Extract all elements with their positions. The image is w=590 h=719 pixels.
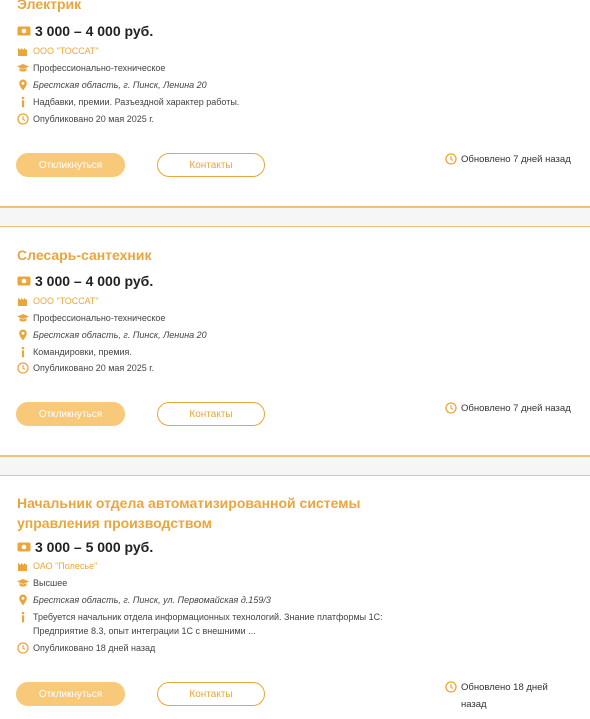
salary: [17, 272, 153, 290]
apply-button[interactable]: Откликнуться: [16, 682, 125, 706]
graduation-cap-icon: [17, 577, 29, 589]
apply-button[interactable]: Откликнуться: [16, 402, 125, 426]
clock-icon: [17, 362, 29, 374]
money-icon: [17, 542, 31, 552]
vacancy-card: [0, 0, 590, 205]
address-text: Брестская область, г. Пинск, Ленина 20: [33, 80, 207, 90]
address-row: [17, 593, 437, 607]
address-row: [17, 78, 437, 92]
address-row: [17, 328, 437, 342]
clock-icon: [445, 402, 457, 414]
contacts-button[interactable]: Контакты: [157, 682, 265, 706]
clock-icon: [445, 153, 457, 165]
salary-value: 3 000 – 4 000 руб.: [35, 273, 154, 289]
updated-text: Обновлено 7 дней назад: [461, 403, 571, 414]
address-text: Брестская область, г. Пинск, Ленина 20: [33, 330, 207, 340]
education-text: Высшее: [33, 578, 68, 588]
info-row: [17, 610, 417, 638]
vacancy-title[interactable]: Электрик: [17, 0, 82, 12]
info-text: Требуется начальник отдела информационных технологий. Знание платформы 1С: Предприятие 8.3, опыт интеграции 1С с внешними ...: [33, 612, 383, 636]
graduation-cap-icon: [17, 312, 29, 324]
vacancy-card: [0, 227, 590, 455]
published-text: Опубликовано 18 дней назад: [33, 643, 156, 653]
vacancy-title[interactable]: Начальник отдела автоматизированной системы управления производством: [17, 495, 361, 531]
info-icon: [17, 96, 29, 108]
clock-icon: [17, 642, 29, 654]
education-text: Профессионально-техническое: [33, 313, 166, 323]
info-icon: [17, 611, 29, 623]
education-text: Профессионально-техническое: [33, 63, 166, 73]
vacancy-card: [0, 476, 590, 719]
money-icon: [17, 26, 31, 36]
education-row: [17, 576, 437, 590]
clock-icon: [17, 113, 29, 125]
info-text: Надбавки, премии. Разъездной характер работы.: [33, 97, 240, 107]
published-row: [17, 112, 437, 126]
apply-button[interactable]: Откликнуться: [16, 153, 125, 177]
info-icon: [17, 346, 29, 358]
location-pin-icon: [17, 329, 29, 341]
published-row: [17, 641, 437, 655]
salary: [17, 538, 153, 556]
updated-info: [445, 400, 575, 417]
card-gap: [0, 208, 590, 226]
company-row: [17, 294, 437, 308]
education-row: [17, 61, 437, 75]
salary-value: 3 000 – 4 000 руб.: [35, 23, 154, 39]
published-row: [17, 361, 437, 375]
education-row: [17, 311, 437, 325]
clock-icon: [445, 681, 457, 693]
location-pin-icon: [17, 79, 29, 91]
info-row: [17, 345, 437, 359]
company-link[interactable]: ОАО "Полесье": [33, 561, 98, 571]
info-row: [17, 95, 437, 109]
salary-value: 3 000 – 5 000 руб.: [35, 539, 154, 555]
company-row: [17, 44, 437, 58]
updated-info: [445, 679, 565, 713]
info-text: Командировки, премия.: [33, 347, 132, 357]
vacancy-title[interactable]: Слесарь-сантехник: [17, 247, 152, 263]
contacts-button[interactable]: Контакты: [157, 402, 265, 426]
location-pin-icon: [17, 594, 29, 606]
salary: [17, 22, 153, 40]
company-link[interactable]: ООО "ТОССАТ": [33, 296, 99, 306]
company-link[interactable]: ООО "ТОССАТ": [33, 46, 99, 56]
updated-text: Обновлено 7 дней назад: [461, 154, 571, 165]
money-icon: [17, 276, 31, 286]
contacts-button[interactable]: Контакты: [157, 153, 265, 177]
factory-icon: [17, 295, 29, 307]
factory-icon: [17, 45, 29, 57]
factory-icon: [17, 560, 29, 572]
company-row: [17, 559, 437, 573]
updated-info: [445, 151, 575, 168]
address-text: Брестская область, г. Пинск, ул. Первомайская д.159/3: [33, 595, 271, 605]
updated-text: Обновлено 18 дней назад: [461, 682, 548, 710]
graduation-cap-icon: [17, 62, 29, 74]
card-gap: [0, 457, 590, 475]
published-text: Опубликовано 20 мая 2025 г.: [33, 114, 154, 124]
published-text: Опубликовано 20 мая 2025 г.: [33, 363, 154, 373]
